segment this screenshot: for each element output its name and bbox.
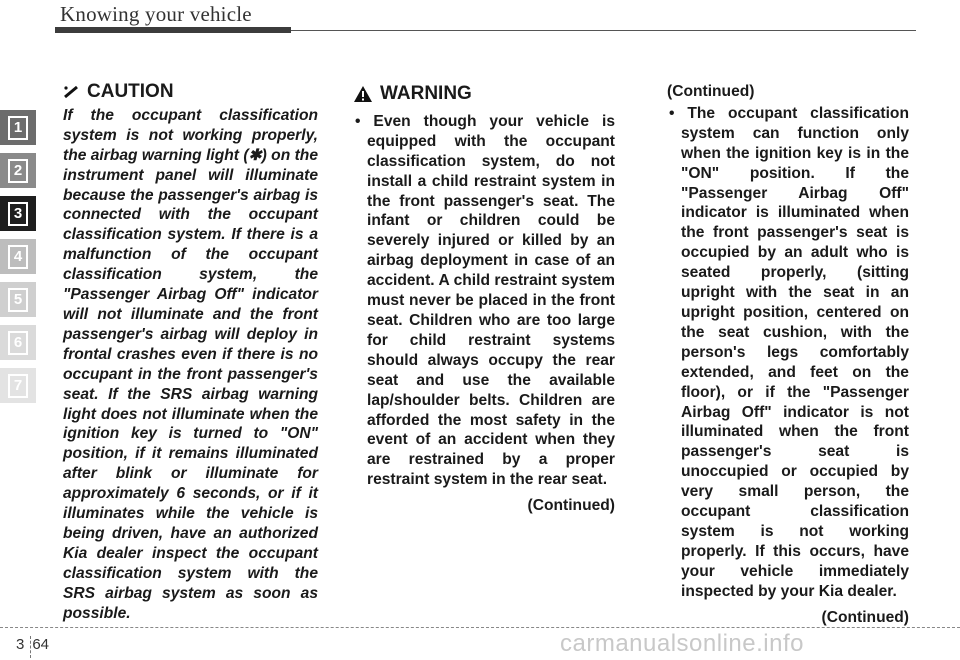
page-number-value: 64 <box>32 636 50 653</box>
right-column <box>667 82 909 627</box>
watermark: carmanualsonline.info <box>560 630 804 657</box>
caution-column <box>63 82 318 623</box>
chapter-tab-3[interactable]: 3 <box>0 196 36 231</box>
chapter-tab-7[interactable]: 7 <box>0 368 36 403</box>
warning-label: WARNING <box>380 83 472 104</box>
footer-rule <box>0 627 960 628</box>
caution-heading <box>63 82 318 102</box>
caution-label: CAUTION <box>87 81 174 102</box>
warning-column <box>353 84 615 516</box>
chapter-number: 3 <box>16 636 25 653</box>
warning-bullet-text: Even though your vehicle is equipped with the occupant classification system, do not install a child restraint system in the front passenger's seat. The infant or children could be severely injured or killed by an airbag deployment in case of an accident. A child restraint system must never be placed in the front seat. Children who are too large for child restraint systems should always occupy the rear seat and use the available lap/shoulder belts. Children are afforded the most safety in the event of an accident when they are restrained by a proper restraint system in the rear seat. <box>367 112 615 489</box>
right-bullet-text: The occupant classification system can function only when the ignition key is in the "ON" position. If the "Passenger Airbag Off" indicator is illuminated when the front passenger's seat is occupied by an adult who is seated properly, (sitting upright with the seat in an upright position, centered on the seat cushion, with the person's legs comfortably extended, and feet on the floor), or if the "Passenger Airbag Off" indicator is not illuminated when the front passenger's seat is unoccupied or occupied by very small person, the occupant classification system is not working properly. If this occurs, have your vehicle immediately inspected by your Kia dealer. <box>681 104 909 600</box>
continued-top: (Continued) <box>667 83 755 100</box>
right-bullet: • The occupant classification system can function only when the ignition key is in the "ON" position. If the "Passenger Airbag Off" indicator is illuminated when the front passenger's seat is occupied by an adult who is seated properly, (sitting upright with the seat in an upright position, centered on the seat cushion, with the person's legs comfortably extended, and feet on the floor), or if the "Passenger Airbag Off" indicator is not illuminated when the front passenger's seat is unoccupied or occupied by very small person, the occupant classification system is not working properly. If this occurs, have your vehicle immediately inspected by your Kia dealer. <box>669 104 909 600</box>
warning-bullet: • Even though your vehicle is equipped with the occupant classification system, do not install a child restraint system in the front passenger's seat. The infant or children could be severely injured or killed by an airbag deployment in case of an accident. A child restraint system must never be placed in the front seat. Children who are too large for child restraint systems should always occupy the rear seat and use the available lap/shoulder belts. Children are afforded the most safety in the event of an accident when they are restrained by a proper restraint system in the rear seat. <box>355 112 615 489</box>
warning-triangle-icon <box>353 85 373 103</box>
header-rule <box>291 30 916 31</box>
caution-slash-icon <box>63 85 81 99</box>
chapter-tab-5[interactable]: 5 <box>0 282 36 317</box>
warning-heading <box>353 84 615 104</box>
chapter-tabs <box>0 110 36 411</box>
page-number <box>16 636 49 653</box>
page-header-title: Knowing your vehicle <box>60 2 252 26</box>
page-number-separator <box>30 636 31 658</box>
chapter-tab-4[interactable]: 4 <box>0 239 36 274</box>
caution-text: If the occupant classification system is not working properly, the airbag warning light (✱) on the instrument panel will illuminate because the passenger's airbag is connected with the occupant classification system. If there is a malfunction of the occupant classification system, the "Passenger Airbag Off" indicator will not illuminate and the front passenger's airbag will deploy in frontal crashes even if there is no occupant in the front passenger's seat. If the SRS airbag warning light does not illuminate when the ignition key is turned to "ON" position, if it remains illuminated after blink or illuminate for approximately 6 seconds, or if it illuminates while the vehicle is being driven, have an authorized Kia dealer inspect the occupant classification system with the SRS airbag system as soon as possible. <box>63 106 318 622</box>
header-bar <box>55 27 291 33</box>
chapter-tab-1[interactable]: 1 <box>0 110 36 145</box>
continued-bottom: (Continued) <box>821 608 909 626</box>
chapter-tab-2[interactable]: 2 <box>0 153 36 188</box>
chapter-tab-6[interactable]: 6 <box>0 325 36 360</box>
warning-continued: (Continued) <box>527 497 615 515</box>
